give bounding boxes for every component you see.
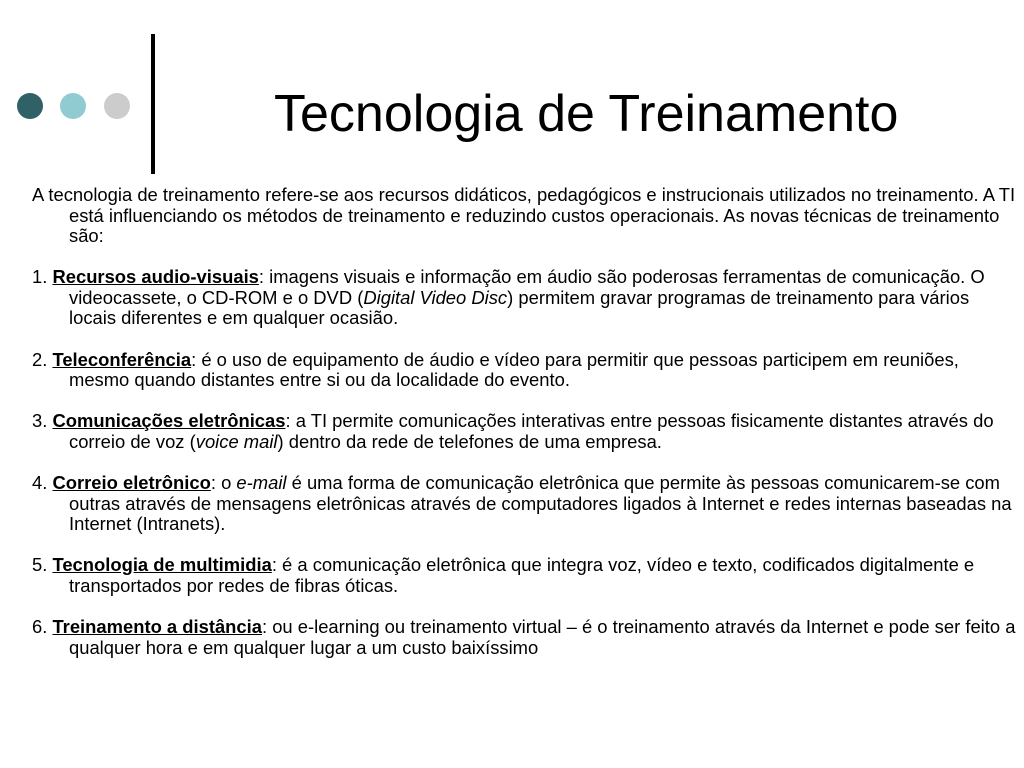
item-text: : a TI permite comunicações interativas entre pessoas fisicamente distantes através do correio de voz (	[69, 410, 994, 452]
item-number: 3.	[32, 410, 53, 432]
list-item-5	[32, 555, 1016, 596]
decor-dot-teal	[60, 93, 86, 119]
list-item-2	[32, 350, 1016, 391]
title-divider-line	[151, 34, 155, 174]
list-item-1	[32, 267, 1016, 329]
list-item-6	[32, 617, 1016, 658]
item-term: Comunicações eletrônicas	[52, 410, 286, 432]
slide-title: Tecnologia de Treinamento	[274, 85, 899, 143]
item-term: Tecnologia de multimidia	[52, 554, 272, 576]
item-italic: voice mail	[195, 430, 278, 452]
item-number: 1.	[32, 266, 53, 288]
item-text: : o	[210, 471, 237, 493]
item-text: : é o uso de equipamento de áudio e vídeo para permitir que pessoas participem em reuniões, mesmo quando distantes entre si ou da localidade do evento.	[69, 348, 959, 391]
list-item-4	[32, 473, 1016, 535]
item-text: : é a comunicação eletrônica que integra voz, vídeo e texto, codificados digitalmente e transportados por redes de fibras óticas.	[69, 554, 975, 596]
item-italic: e-mail	[236, 471, 287, 493]
item-text-cont: ) permitem gravar programas de treinamento para vários locais diferentes e em qualquer ocasião.	[69, 286, 970, 329]
item-term: Teleconferência	[52, 348, 192, 370]
intro-paragraph: A tecnologia de treinamento refere-se aos recursos didáticos, pedagógicos e instrucionais utilizados no treinamento. A TI está influenciando os métodos de treinamento e reduzindo custos operacionais. As novas técnicas de treinamento são:	[32, 184, 1016, 247]
item-number: 2.	[32, 348, 53, 370]
item-text: : imagens visuais e informação em áudio são poderosas ferramentas de comunicação. O videocassete, o CD-ROM e o DVD (	[69, 266, 985, 308]
item-number: 6.	[32, 615, 53, 637]
item-term: Correio eletrônico	[52, 471, 211, 493]
item-text-cont: ) dentro da rede de telefones de uma empresa.	[277, 430, 662, 452]
list-item-3	[32, 411, 1016, 452]
item-number: 4.	[32, 471, 53, 493]
item-text: : ou e-learning ou treinamento virtual – é o treinamento através da Internet e pode ser feito a qualquer hora e em qualquer lugar a um custo baixíssimo	[69, 615, 1016, 658]
slide-body	[32, 185, 1016, 679]
item-number: 5.	[32, 554, 53, 576]
item-term: Treinamento a distância	[52, 615, 262, 637]
item-term: Recursos audio-visuais	[52, 266, 259, 288]
decor-dot-gray	[104, 93, 130, 119]
item-italic: Digital Video Disc	[363, 286, 508, 308]
item-text-cont: é uma forma de comunicação eletrônica que permite às pessoas comunicarem-se com outras através de mensagens eletrônicas através de computadores ligados à Internet e redes internas baseadas na Internet (Intranets).	[69, 471, 1012, 535]
decor-dot-dark	[17, 93, 43, 119]
